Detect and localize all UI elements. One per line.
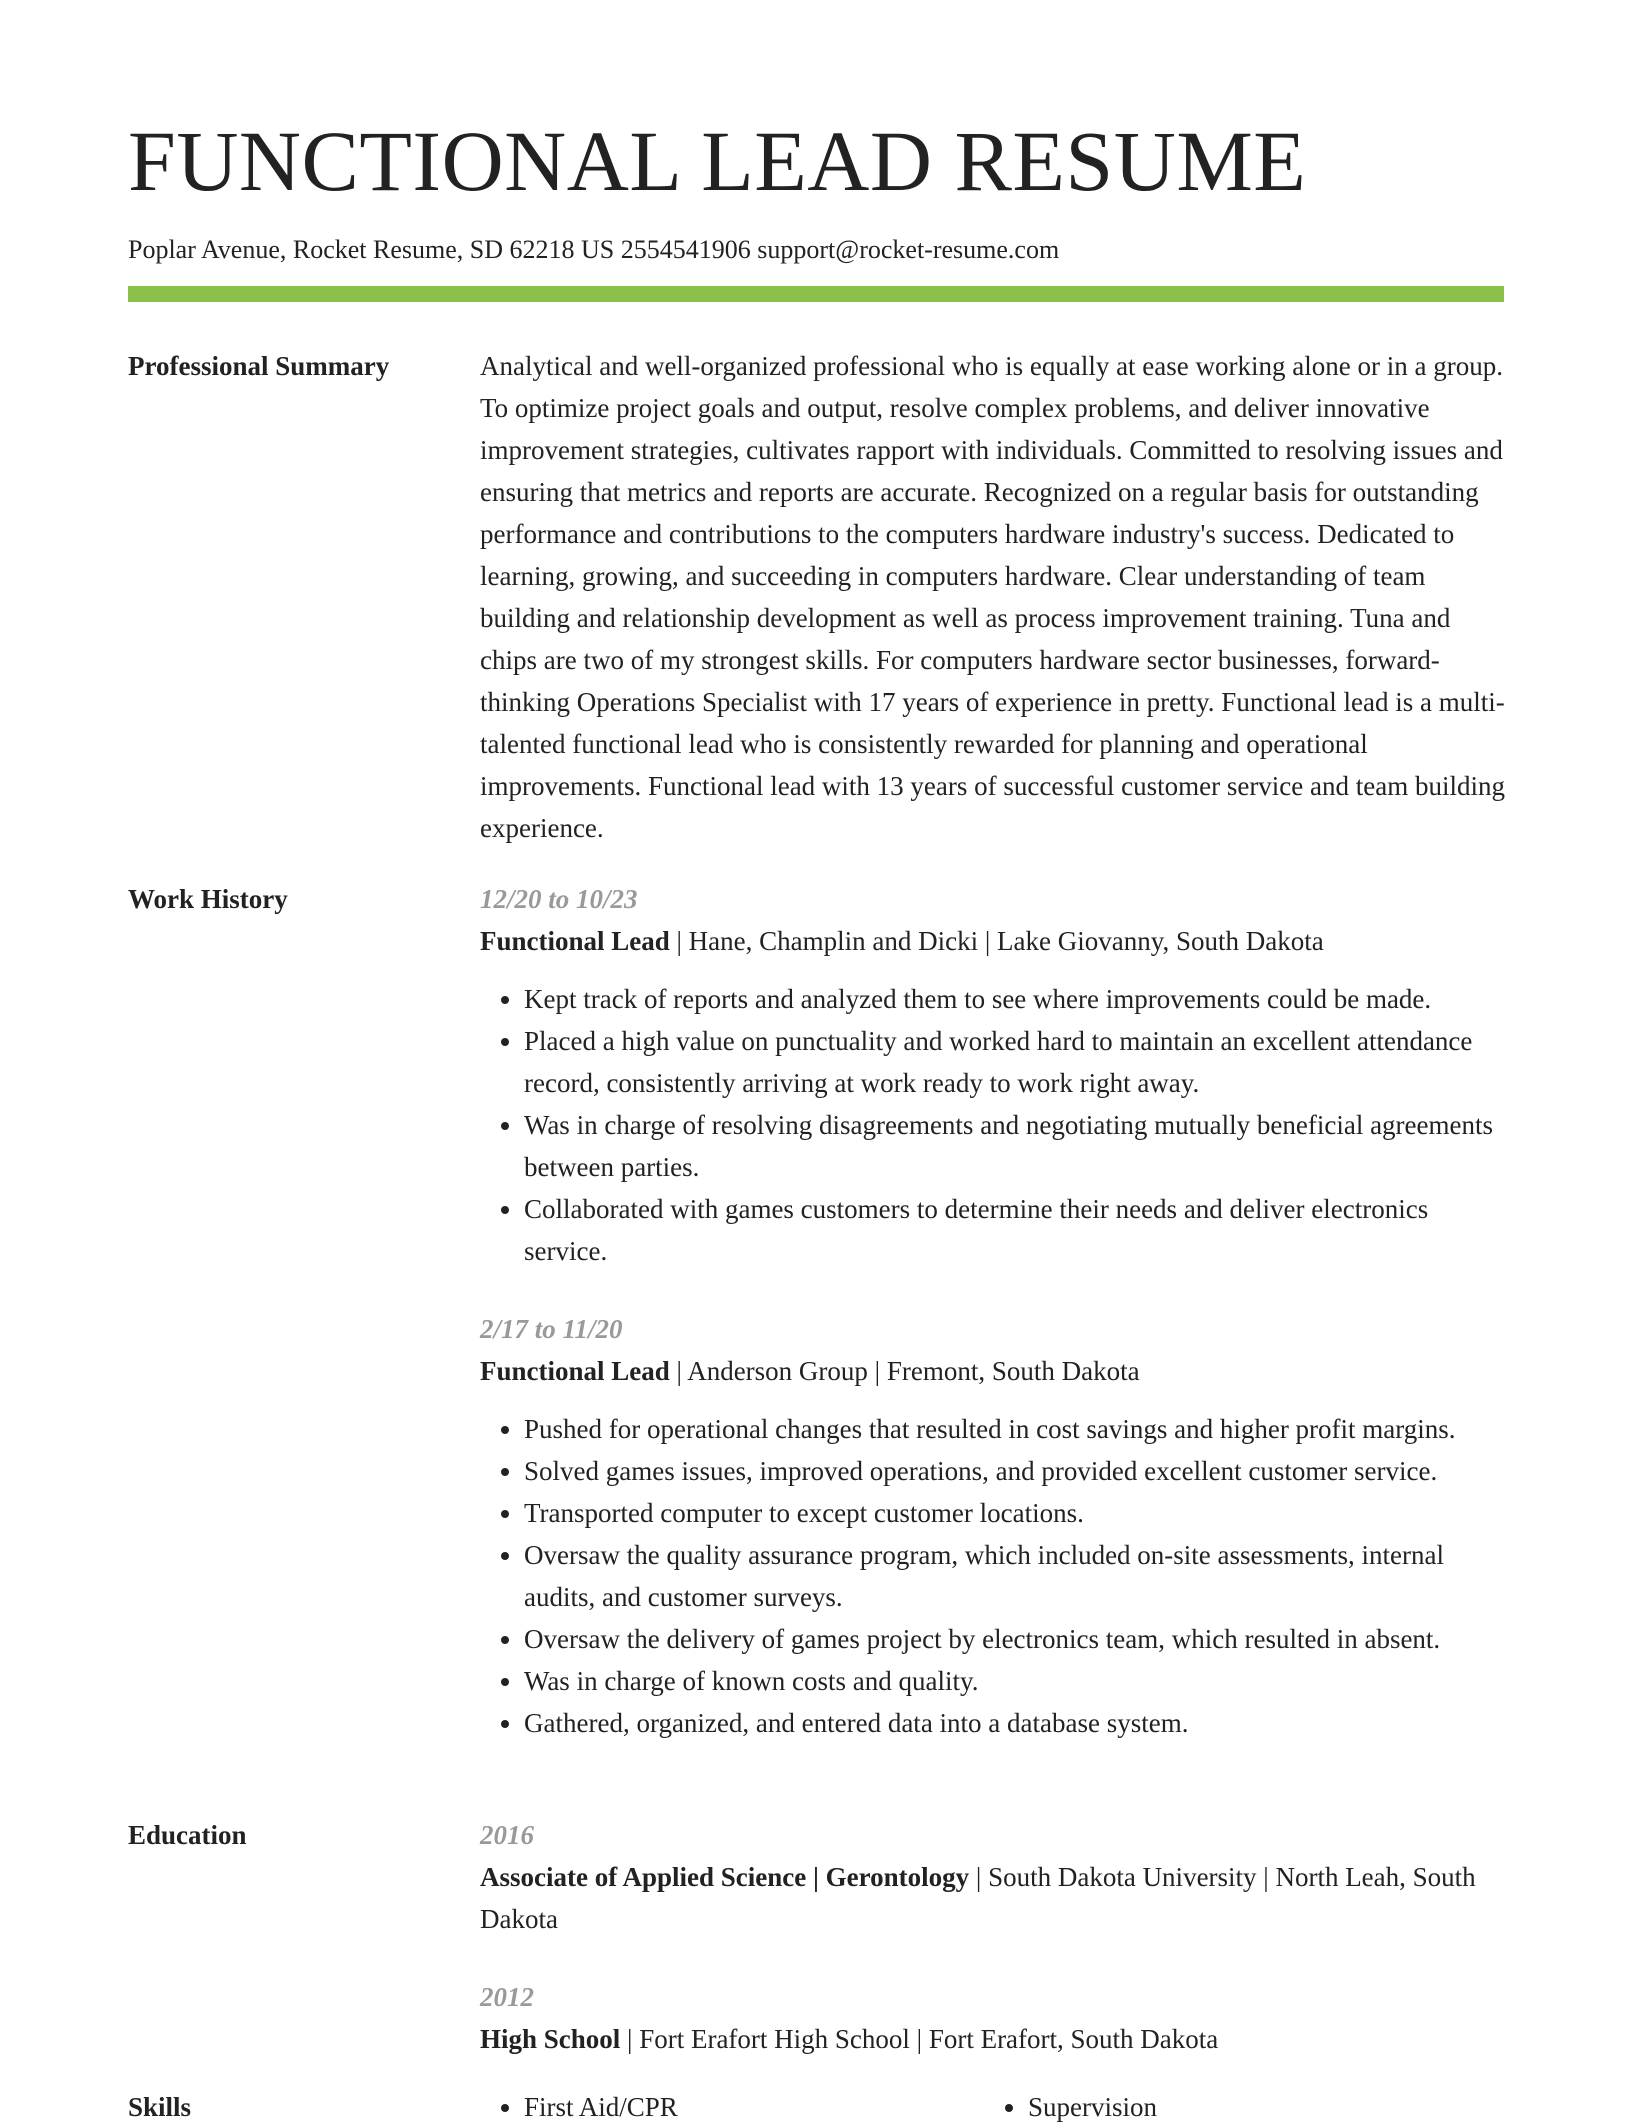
contact-line: Poplar Avenue, Rocket Resume, SD 62218 US 2554541906 support@rocket-resume.com bbox=[128, 235, 1060, 264]
education-line bbox=[480, 2018, 1510, 2060]
job-entry bbox=[480, 1308, 1510, 1744]
education-details: | South Dakota University | North Leah, South Dakota bbox=[480, 1862, 1476, 1934]
skills-column-2 bbox=[984, 2086, 1488, 2128]
education-heading: Education bbox=[128, 1820, 247, 1850]
job-title-line bbox=[480, 920, 1510, 962]
job-details: | Hane, Champlin and Dicki | Lake Giovanny, South Dakota bbox=[669, 926, 1324, 956]
education-degree: High School bbox=[480, 2024, 621, 2054]
job-bullets bbox=[480, 978, 1510, 1272]
education-degree: Associate of Applied Science | Gerontology bbox=[480, 1862, 970, 1892]
list-item: • Oversaw the delivery of games project by electronics team, which resulted in absent. bbox=[524, 1618, 1510, 1660]
education-year: 2016 bbox=[480, 1820, 534, 1850]
job-role: Functional Lead bbox=[480, 1356, 670, 1386]
list-item: • Transported computer to except customer locations. bbox=[524, 1492, 1510, 1534]
education-year: 2012 bbox=[480, 1982, 534, 2012]
job-details: | Anderson Group | Fremont, South Dakota bbox=[669, 1356, 1140, 1386]
job-bullets bbox=[480, 1408, 1510, 1744]
list-item: • Placed a high value on punctuality and worked hard to maintain an excellent attendance record, consistently arriving at work ready to work right away. bbox=[524, 1020, 1510, 1104]
skills-body bbox=[480, 2086, 1510, 2128]
work-history-heading: Work History bbox=[128, 884, 288, 914]
resume-title: FUNCTIONAL LEAD RESUME bbox=[128, 113, 1307, 209]
list-item: • First Aid/CPR bbox=[524, 2086, 984, 2128]
summary-heading: Professional Summary bbox=[128, 351, 390, 381]
education-entry bbox=[480, 1976, 1510, 2060]
list-item: • Collaborated with games customers to determine their needs and deliver electronics service. bbox=[524, 1188, 1510, 1272]
education-body bbox=[480, 1814, 1510, 2096]
job-role: Functional Lead bbox=[480, 926, 670, 956]
list-item: • Kept track of reports and analyzed them to see where improvements could be made. bbox=[524, 978, 1510, 1020]
list-item: • Solved games issues, improved operations, and provided excellent customer service. bbox=[524, 1450, 1510, 1492]
job-dates: 2/17 to 11/20 bbox=[480, 1314, 623, 1344]
skills-heading: Skills bbox=[128, 2092, 192, 2122]
header-divider bbox=[128, 286, 1504, 302]
work-history-body bbox=[480, 878, 1510, 1780]
summary-text: Analytical and well-organized professional who is equally at ease working alone or in a group. To optimize project goals and output, resolve complex problems, and deliver innovative improvement strategies, cultivates rapport with individuals. Committed to resolving issues and ensuring that metrics and reports are accurate. Recognized on a regular basis for outstanding performance and contributions to the computers hardware industry's success. Dedicated to learning, growing, and succeeding in computers hardware. Clear understanding of team building and relationship development as well as process improvement training. Tuna and chips are two of my strongest skills. For computers hardware sector businesses, forward-thinking Operations Specialist with 17 years of experience in pretty. Functional lead is a multi-talented functional lead who is consistently rewarded for planning and operational improvements. Functional lead with 13 years of successful customer service and team building experience. bbox=[480, 351, 1505, 843]
list-item: • Supervision bbox=[1028, 2086, 1488, 2128]
job-entry bbox=[480, 878, 1510, 1272]
list-item: • Oversaw the quality assurance program, which included on-site assessments, internal audits, and customer surveys. bbox=[524, 1534, 1510, 1618]
job-dates: 12/20 to 10/23 bbox=[480, 884, 638, 914]
education-details: | Fort Erafort High School | Fort Erafort, South Dakota bbox=[620, 2024, 1219, 2054]
list-item: • Gathered, organized, and entered data into a database system. bbox=[524, 1702, 1510, 1744]
skills-column-1 bbox=[480, 2086, 984, 2128]
job-title-line bbox=[480, 1350, 1510, 1392]
list-item: • Pushed for operational changes that resulted in cost savings and higher profit margins. bbox=[524, 1408, 1510, 1450]
education-line bbox=[480, 1856, 1510, 1940]
education-entry bbox=[480, 1814, 1510, 1940]
list-item: • Was in charge of resolving disagreements and negotiating mutually beneficial agreements between parties. bbox=[524, 1104, 1510, 1188]
list-item: • Was in charge of known costs and quality. bbox=[524, 1660, 1510, 1702]
